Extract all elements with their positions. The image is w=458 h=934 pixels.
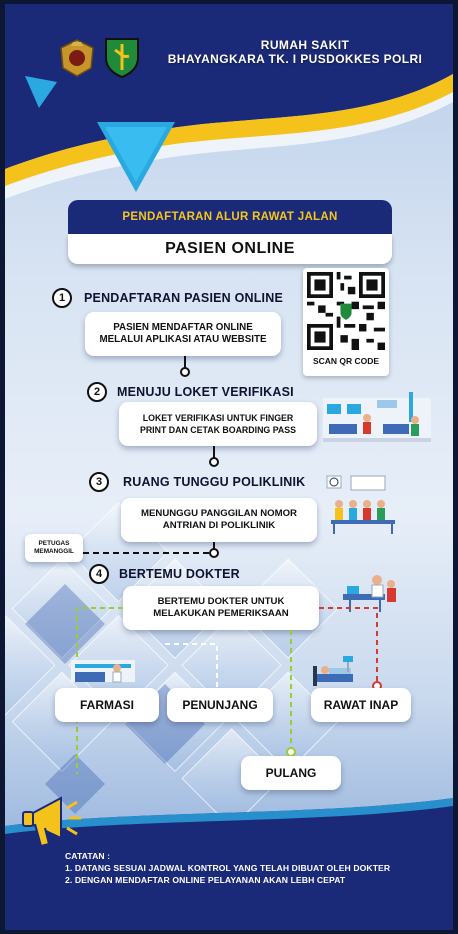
- step-2-title: MENUJU LOKET VERIFIKASI: [117, 385, 294, 399]
- step-1-title: PENDAFTARAN PASIEN ONLINE: [84, 291, 283, 305]
- waiting-room-illustration: [323, 474, 405, 536]
- hospital-name-line2: BHAYANGKARA TK. I PUSDOKKES POLRI: [167, 52, 423, 66]
- notes-item-1: 1. DATANG SESUAI JADWAL KONTROL YANG TELAH DIBUAT OLEH DOKTER: [65, 863, 391, 873]
- step-3-number: 3: [89, 472, 109, 492]
- banner-subtitle-bar: [68, 200, 392, 234]
- step-1-box: PASIEN MENDAFTAR ONLINE MELALUI APLIKASI ATAU WEBSITE: [85, 312, 281, 356]
- outcome-farmasi: FARMASI: [55, 688, 159, 722]
- qr-caption: SCAN QR CODE: [312, 356, 380, 366]
- step-2-box: LOKET VERIFIKASI UNTUK FINGER PRINT DAN CETAK BOARDING PASS: [119, 402, 317, 446]
- step-2-number: 2: [87, 382, 107, 402]
- banner-subtitle: PENDAFTARAN ALUR RAWAT JALAN: [122, 211, 338, 223]
- step-4-box: BERTEMU DOKTER UNTUK MELAKUKAN PEMERIKSAAN: [123, 586, 319, 630]
- notes-heading: CATATAN :: [65, 851, 111, 861]
- qr-card[interactable]: [303, 268, 389, 376]
- banner-title: PASIEN ONLINE: [165, 240, 295, 257]
- pusdokkes-emblem-icon: [103, 36, 141, 78]
- outcome-pulang: PULANG: [241, 756, 341, 790]
- dashed-connector: [83, 552, 209, 554]
- connector-dot: [209, 548, 219, 558]
- qr-code-icon: [307, 272, 385, 350]
- connector-dot: [180, 367, 190, 377]
- step-4-title: BERTEMU DOKTER: [119, 567, 240, 581]
- petugas-memanggil-label: PETUGAS MEMANGGIL: [25, 534, 83, 562]
- step-4-number: 4: [89, 564, 109, 584]
- step-3-box: MENUNGGU PANGGILAN NOMOR ANTRIAN DI POLIKLINIK: [121, 498, 317, 542]
- step-1-number: 1: [52, 288, 72, 308]
- police-emblem-icon: [57, 38, 97, 78]
- pharmacy-illustration: [71, 656, 135, 690]
- notes-item-2: 2. DENGAN MENDAFTAR ONLINE PELAYANAN AKAN LEBH CEPAT: [65, 875, 346, 885]
- verification-counter-illustration: [323, 390, 431, 446]
- outcome-penunjang: PENUNJANG: [167, 688, 273, 722]
- poster: [5, 4, 453, 930]
- header-band: [5, 4, 453, 204]
- connector-dot: [209, 457, 219, 467]
- banner-title-bar: [68, 234, 392, 264]
- outcome-rawat-inap: RAWAT INAP: [311, 688, 411, 722]
- megaphone-icon: [21, 790, 87, 854]
- step-3-title: RUANG TUNGGU POLIKLINIK: [123, 475, 306, 489]
- hospital-name-line1: RUMAH SAKIT: [260, 38, 350, 52]
